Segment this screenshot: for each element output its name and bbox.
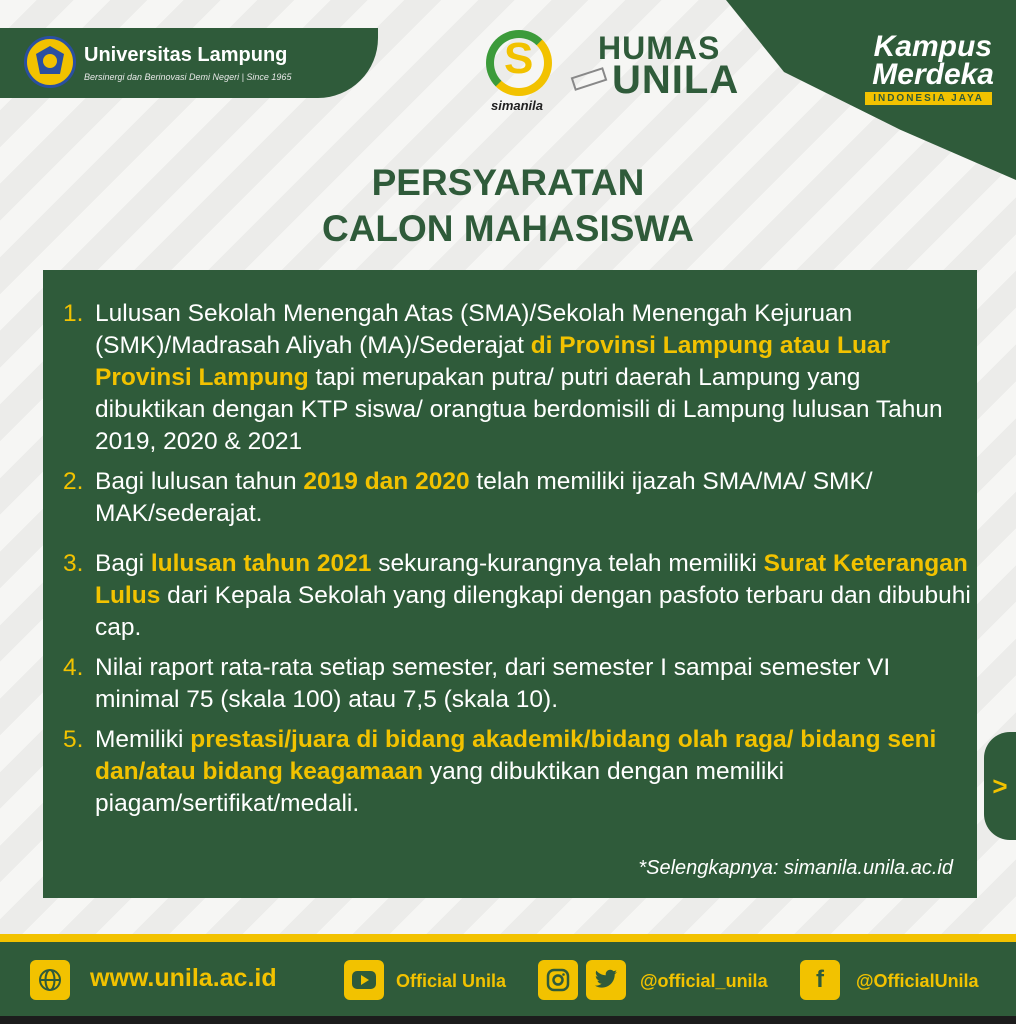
requirement-item-4 — [63, 652, 973, 716]
next-slide-button[interactable]: > — [984, 732, 1016, 840]
requirement-highlight: di Provinsi Lampung atau Luar Provinsi Lampung — [95, 332, 891, 391]
requirement-text: Bagi lulusan tahun — [95, 468, 304, 495]
requirement-number: 5. — [63, 726, 84, 753]
requirement-text: Bagi — [95, 550, 151, 577]
humas-unila-logo — [572, 30, 740, 102]
title-line1: PERSYARATAN — [371, 162, 645, 203]
more-info-note: *Selengkapnya: simanila.unila.ac.id — [638, 857, 953, 879]
university-tagline: Bersinergi dan Berinovasi Demi Negeri | Since 1965 — [84, 72, 292, 82]
requirements-panel — [43, 270, 977, 898]
requirement-text: Memiliki — [95, 726, 191, 753]
requirement-item-1 — [63, 298, 973, 458]
facebook-icon: f — [800, 960, 840, 1000]
humas-line2: UNILA — [612, 58, 740, 102]
requirement-highlight: prestasi/juara di bidang akademik/bidang olah raga/ bidang seni dan/atau bidang keagamaan — [95, 726, 937, 785]
requirement-highlight: 2019 dan 2020 — [303, 468, 470, 495]
footer-stripe — [0, 934, 1016, 942]
requirement-highlight: Surat Keterangan Lulus — [95, 550, 968, 609]
humas-line1: HUMAS — [598, 30, 721, 66]
simanila-label: simanila — [490, 98, 544, 113]
requirements-list — [63, 298, 973, 820]
requirement-item-2 — [63, 466, 973, 530]
university-banner — [0, 28, 378, 98]
simanila-logo — [462, 28, 572, 123]
requirement-text: telah memiliki ijazah SMA/MA/ SMK/ MAK/sederajat. — [95, 468, 873, 527]
requirement-number: 1. — [63, 300, 84, 327]
requirement-text: tapi merupakan putra/ putri daerah Lampung yang dibuktikan dengan KTP siswa/ orangtua berdomisili di Lampung lulusan Tahun 2019, 2020 & 2021 — [95, 364, 943, 455]
website-link[interactable]: www.unila.ac.id — [90, 964, 277, 992]
requirement-text: sekurang-kurangnya telah memiliki — [371, 550, 764, 577]
instagram-icon — [538, 960, 578, 1000]
kampus-line2: Merdeka — [872, 58, 994, 91]
university-logo-icon — [24, 36, 76, 88]
humas-mark-icon — [571, 67, 608, 91]
requirement-highlight: lulusan tahun 2021 — [150, 550, 372, 577]
requirement-number: 3. — [63, 550, 84, 577]
title-line2: CALON MAHASISWA — [321, 208, 695, 249]
globe-icon — [30, 960, 70, 1000]
requirement-item-5 — [63, 724, 973, 820]
kampus-line1: Kampus — [873, 30, 992, 63]
youtube-link[interactable]: Official Unila — [396, 971, 507, 991]
facebook-link[interactable]: @OfficialUnila — [856, 971, 979, 991]
requirement-text: dari Kepala Sekolah yang dilengkapi dengan pasfoto terbaru dan dibubuhi cap. — [95, 582, 971, 641]
university-name: Universitas Lampung — [84, 44, 288, 66]
requirement-text: Lulusan Sekolah Menengah Atas (SMA)/Sekolah Menengah Kejuruan (SMK)/Madrasah Aliyah (MA)/Sederajat — [95, 300, 853, 359]
kampus-ribbon: INDONESIA JAYA — [865, 92, 992, 105]
requirement-item-3 — [63, 548, 973, 644]
instagram-twitter-link[interactable]: @official_unila — [640, 971, 768, 991]
page-title — [0, 160, 1016, 252]
requirement-number: 4. — [63, 654, 84, 681]
footer — [0, 942, 1016, 1016]
simanila-s-icon: S — [504, 34, 534, 83]
youtube-icon — [344, 960, 384, 1000]
requirement-text: yang dibuktikan dengan memiliki piagam/sertifikat/medali. — [95, 758, 785, 817]
twitter-icon — [586, 960, 626, 1000]
requirement-number: 2. — [63, 468, 84, 495]
bottom-bar — [0, 1016, 1016, 1024]
requirement-text: Nilai raport rata-rata setiap semester, dari semester I sampai semester VI minimal 75 (skala 100) atau 7,5 (skala 10). — [95, 654, 891, 713]
